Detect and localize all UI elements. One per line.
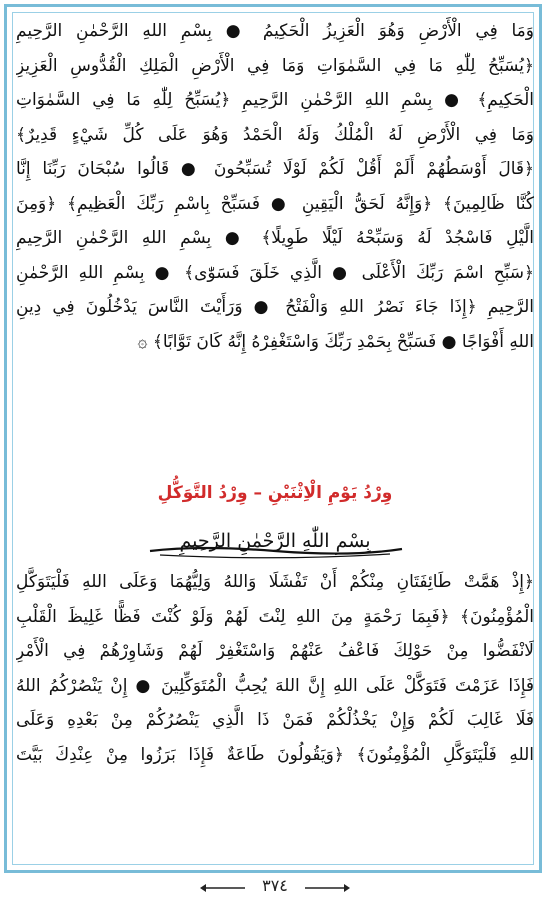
text-line: ﴿يُسَبِّحُ لِلّٰهِ مَا فِي السَّمٰوَاتِ وَمَا فِي الْأَرْضِ الْمَلِكِ الْقُدُّوسِ الْعَزِيزِ (16, 55, 534, 76)
basmala-calligraphy (140, 521, 410, 567)
text-line: الَّيْلِ فَاسْجُدْ لَهُ وَسَبِّحْهُ لَيْلًا طَوِيلًا﴾ ● بِسْمِ اللهِ الرَّحْمٰنِ الرَّحِيمِ (16, 228, 534, 248)
text-line: ﴿قَالَ أَوْسَطُهُمْ أَلَمْ أَقُلْ لَكُمْ لَوْلَا تُسَبِّحُونَ ● قَالُوا سُبْحَانَ رَبِّنَا إِنَّا (16, 159, 534, 179)
section-heading: وِرْدُ يَوْمِ الْاِثْنَيْنِ – وِرْدُ التَّوَكُّلِ (157, 483, 393, 503)
text-line: لَانْفَضُّوا مِنْ حَوْلِكَ فَاعْفُ عَنْهُمْ وَاسْتَغْفِرْ لَهُمْ وَشَاوِرْهُمْ فِي الْأَمْرِ (16, 641, 534, 661)
text-line: الْمُؤْمِنُونَ﴾ ﴿فَبِمَا رَحْمَةٍ مِنَ اللهِ لِنْتَ لَهُمْ وَلَوْ كُنْتَ فَظًّا غَلِيظَ الْقَلْبِ (16, 606, 534, 627)
text-line: اللهِ فَلْيَتَوَكَّلِ الْمُؤْمِنُونَ﴾ ﴿وَيَقُولُونَ طَاعَةٌ فَإِذَا بَرَزُوا مِنْ عِنْدِكَ بَيَّتَ (16, 744, 534, 765)
text-line: ﴿سَبِّحِ اسْمَ رَبِّكَ الْأَعْلَى ● الَّذِي خَلَقَ فَسَوّٰى﴾ ● بِسْمِ اللهِ الرَّحْمٰنِ (16, 262, 534, 283)
page-footer (0, 874, 550, 900)
text-line: كُنَّا ظَالِمِينَ﴾ ﴿وَإِنَّهُ لَحَقُّ الْيَقِينِ ● فَسَبِّحْ بِاسْمِ رَبِّكَ الْعَظِيمِ﴾ ﴿وَمِنَ (16, 193, 534, 214)
text-line: وَمَا فِي الْأَرْضِ لَهُ الْمُلْكُ وَلَهُ الْحَمْدُ وَهُوَ عَلَى كُلِّ شَيْءٍ قَدِيرٌ﴾ (16, 124, 534, 145)
text-line: فَإِذَا عَزَمْتَ فَتَوَكَّلْ عَلَى اللهِ إِنَّ اللهَ يُحِبُّ الْمُتَوَكِّلِينَ ● إِنْ يَنْصُرْكُمُ اللهُ (16, 675, 534, 696)
text-line: ﴿إِذْ هَمَّتْ طَائِفَتَانِ مِنْكُمْ أَنْ تَفْشَلَا وَاللهُ وَلِيُّهُمَا وَعَلَى اللهِ فَلْيَتَوَكَّلِ (16, 572, 534, 592)
page-number: ٣٧٤ (262, 876, 288, 895)
text-line: الرَّحِيمِ ﴿إِذَا جَاءَ نَصْرُ اللهِ وَالْفَتْحُ ● وَرَأَيْتَ النَّاسَ يَدْخُلُونَ فِي دِينِ (16, 297, 534, 317)
top-text-block (16, 14, 534, 359)
bottom-text-block (16, 565, 534, 772)
text-line: فَلَا غَالِبَ لَكُمْ وَإِنْ يَخْذُلْكُمْ فَمَنْ ذَا الَّذِي يَنْصُرُكُمْ مِنْ بَعْدِهِ وَعَلَى (16, 710, 534, 730)
text-line: وَمَا فِي الْأَرْضِ وَهُوَ الْعَزِيزُ الْحَكِيمُ ● بِسْمِ اللهِ الرَّحْمٰنِ الرَّحِيمِ (16, 21, 534, 41)
text-line: اللهِ أَفْوَاجًا ● فَسَبِّحْ بِحَمْدِ رَبِّكَ وَاسْتَغْفِرْهُ إِنَّهُ كَانَ تَوَّابًا﴾ ۞ (137, 331, 534, 352)
text-line: الْحَكِيمِ﴾ ● بِسْمِ اللهِ الرَّحْمٰنِ الرَّحِيمِ ﴿يُسَبِّحُ لِلّٰهِ مَا فِي السَّمٰوَاتِ (16, 90, 534, 110)
basmala-text: بِسْمِ اللّٰهِ الرَّحْمٰنِ الرَّحِيمِ (179, 530, 371, 552)
